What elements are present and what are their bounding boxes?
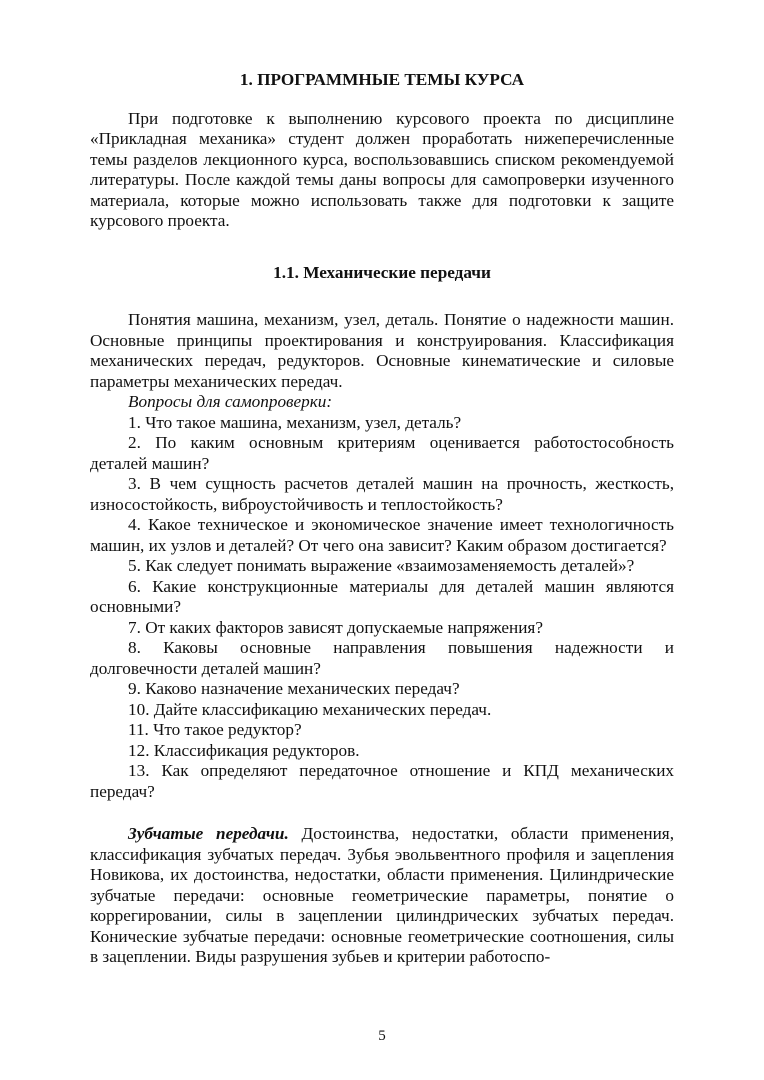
question-item: 8. Каковы основные направления повышения надежности и долговечности деталей машин? — [90, 638, 674, 678]
question-item: 11. Что такое редуктор? — [128, 720, 302, 739]
question-item: 9. Каково назначение механических передач? — [128, 679, 460, 698]
document-page — [90, 70, 674, 968]
section-paragraph: Понятия машина, механизм, узел, деталь. Понятие о надежности машин. Основные принципы проектирования и конструирования. Классификация механических передач, редукторов. Основные кинематические и силовые параметры механических передач. — [90, 310, 674, 391]
gear-term: Зубчатые передачи. — [128, 824, 289, 843]
question-item: 12. Классификация редукторов. — [128, 740, 360, 760]
question-item: 1. Что такое машина, механизм, узел, деталь? — [128, 412, 462, 432]
page-number: 5 — [378, 1028, 386, 1044]
questions-title: Вопросы для самопроверки: — [128, 392, 333, 411]
question-item: 2. По каким основным критериям оценивается работостособность деталей машин? — [90, 433, 674, 473]
question-item: 13. Как определяют передаточное отношение и КПД механических передач? — [90, 761, 674, 801]
gear-paragraph — [90, 824, 674, 968]
question-item: 4. Какое техническое и экономическое значение имеет технологичность машин, их узлов и деталей? От чего она зависит? Каким образом достигается? — [90, 515, 674, 555]
question-item: 5. Как следует понимать выражение «взаимозаменяемость деталей»? — [128, 556, 635, 575]
section-title: 1.1. Механические передачи — [273, 262, 491, 282]
question-item: 6. Какие конструкционные материалы для деталей машин являются основными? — [90, 576, 674, 616]
question-item: 7. От каких факторов зависят допускаемые напряжения? — [128, 617, 543, 637]
gear-text: Достоинства, недостатки, области применения, классификация зубчатых передач. Зубья эвольвентного профиля и зацепления Новикова, их достоинства, недостатки, области применения. Цилиндрические зубчатые передачи: основные геометрические параметры, понятие о коррегировании, силы в зацеплении цилиндрических зубчатых передач. Конические зубчатые передачи: основные геометрические соотношения, силы в зацеплении. Виды разрушения зубьев и критерии работоспо- — [90, 824, 674, 966]
chapter-title: 1. ПРОГРАММНЫЕ ТЕМЫ КУРСА — [239, 70, 525, 89]
question-item: 10. Дайте классификацию механических передач. — [128, 699, 492, 719]
question-item: 3. В чем сущность расчетов деталей машин на прочность, жесткость, износостойкость, виброустойчивость и теплостойкость? — [90, 474, 674, 514]
questions-list — [90, 413, 674, 803]
intro-paragraph: При подготовке к выполнению курсового проекта по дисциплине «Прикладная механика» студент должен проработать нижеперечисленные темы разделов лекционного курса, воспользовавшись списком рекомендуемой литературы. После каждой темы даны вопросы для самопроверки изученного материала, которые можно использовать также для подготовки к защите курсового проекта. — [90, 108, 674, 230]
